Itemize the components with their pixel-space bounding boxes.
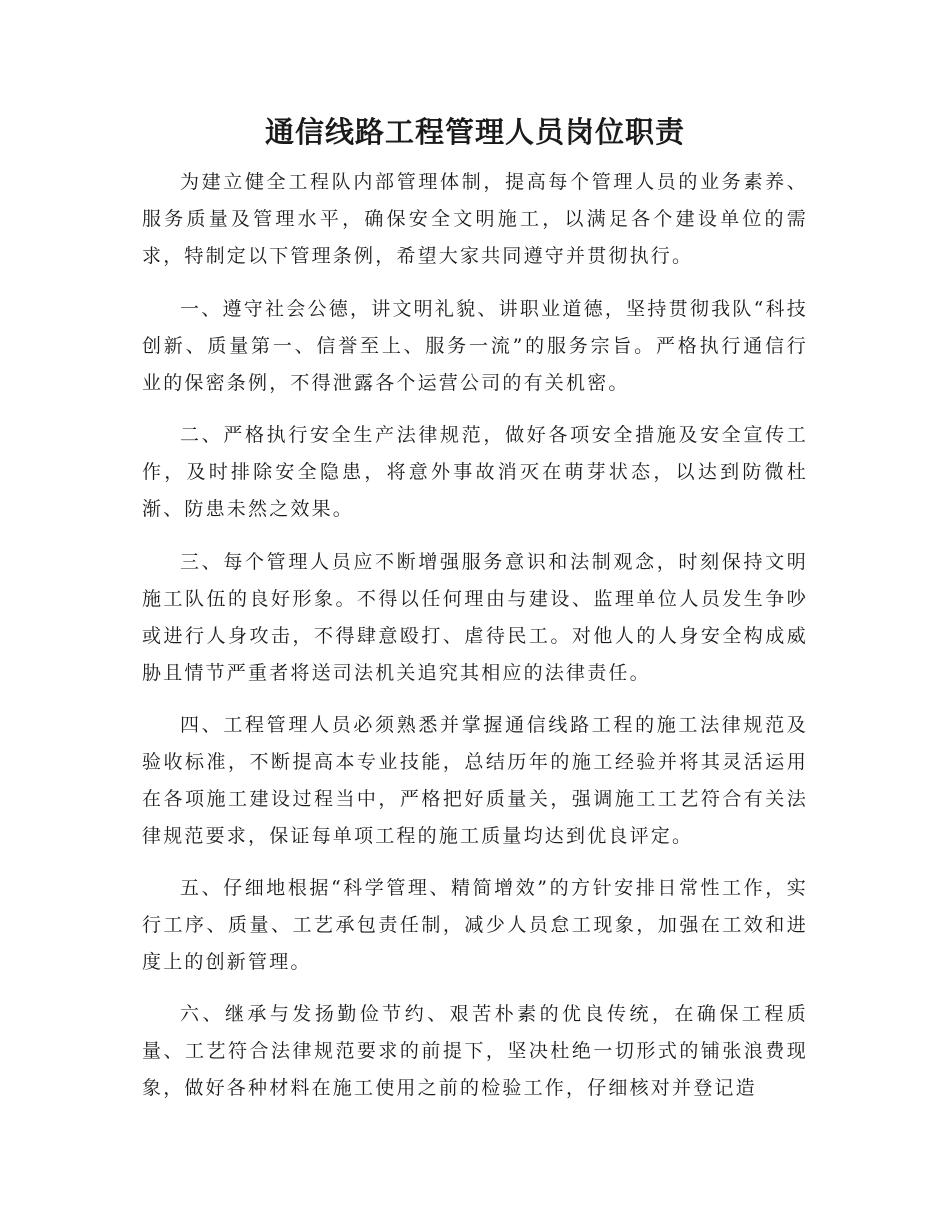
intro-paragraph: 为建立健全工程队内部管理体制，提高每个管理人员的业务素养、服务质量及管理水平，确保安全文明施工，以满足各个建设单位的需求，特制定以下管理条例，希望大家共同遵守并贯彻执行。 xyxy=(142,171,808,267)
document-title: 通信线路工程管理人员岗位职责 xyxy=(264,115,685,149)
clause-4-paragraph: 四、工程管理人员必须熟悉并掌握通信线路工程的施工法律规范及验收标准，不断提高本专业技能，总结历年的施工经验并将其灵活运用在各项施工建设过程当中，严格把好质量关，强调施工工艺符合有关法律规范要求，保证每单项工程的施工质量均达到优良评定。 xyxy=(142,714,808,847)
clause-2-paragraph: 二、严格执行安全生产法律规范，做好各项安全措施及安全宣传工作，及时排除安全隐患，将意外事故消灭在萌芽状态，以达到防微杜渐、防患未然之效果。 xyxy=(142,424,808,520)
clause-5-paragraph: 五、仔细地根据“科学管理、精简增效”的方针安排日常性工作，实行工序、质量、工艺承包责任制，减少人员怠工现象，加强在工效和进度上的创新管理。 xyxy=(142,877,808,973)
clause-6-paragraph: 六、继承与发扬勤俭节约、艰苦朴素的优良传统，在确保工程质量、工艺符合法律规范要求的前提下，坚决杜绝一切形式的铺张浪费现象，做好各种材料在施工使用之前的检验工作，仔细核对并登记造 xyxy=(142,1003,808,1099)
clause-3-paragraph: 三、每个管理人员应不断增强服务意识和法制观念，时刻保持文明施工队伍的良好形象。不得以任何理由与建设、监理单位人员发生争吵或进行人身攻击，不得肆意殴打、虐待民工。对他人的人身安全构成威胁且情节严重者将送司法机关追究其相应的法律责任。 xyxy=(142,551,808,684)
clause-1-paragraph: 一、遵守社会公德，讲文明礼貌、讲职业道德，坚持贯彻我队“科技创新、质量第一、信誉至上、服务一流”的服务宗旨。严格执行通信行业的保密条例，不得泄露各个运营公司的有关机密。 xyxy=(142,298,808,394)
